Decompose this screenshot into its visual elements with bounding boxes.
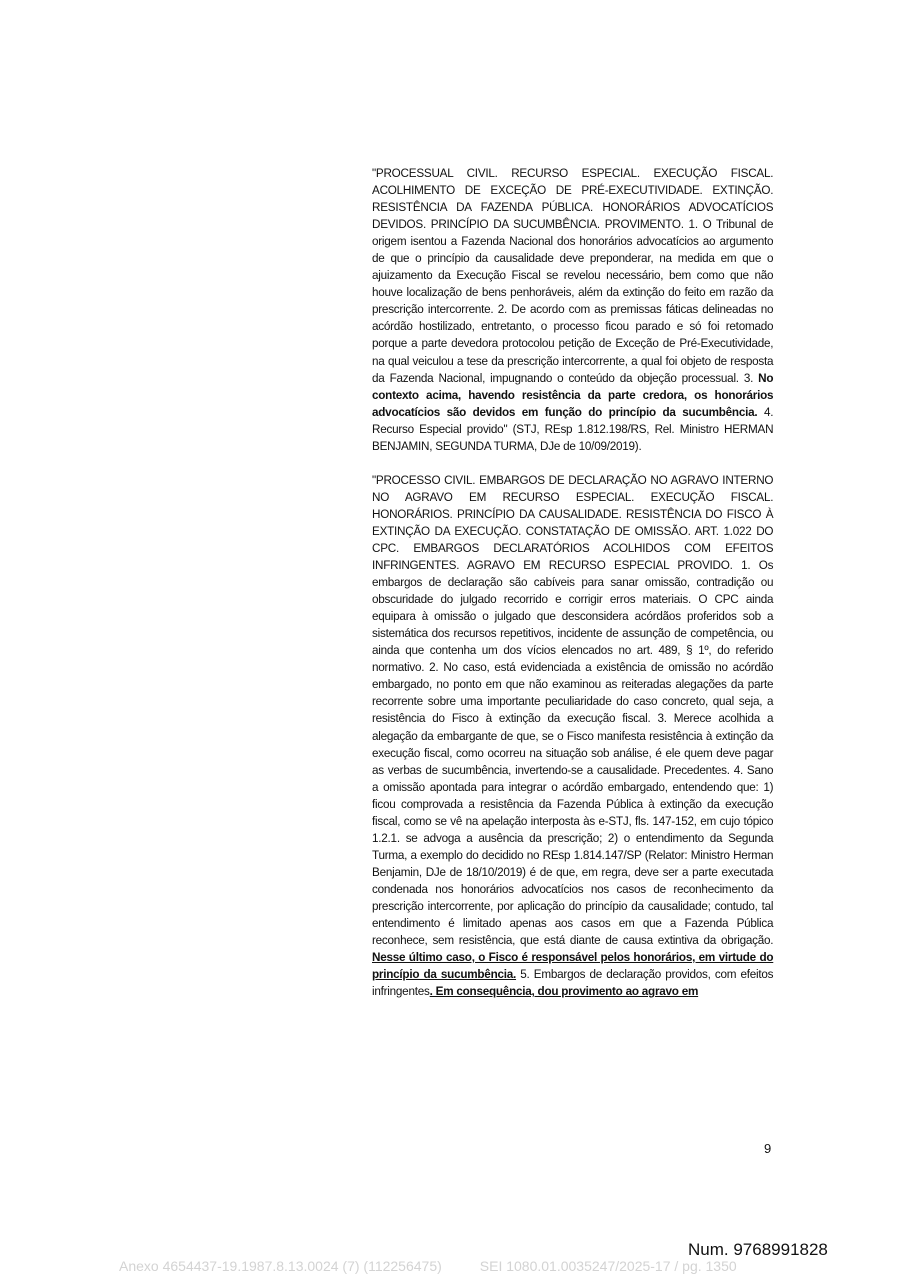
citation-2-emphasis-holding: Nesse último caso, o Fisco é responsável pelos honorários, em virtude do princípio da sucumbência.	[372, 950, 774, 982]
citation-1-text-a: "PROCESSUAL CIVIL. RECURSO ESPECIAL. EXECUÇÃO FISCAL. ACOLHIMENTO DE EXCEÇÃO DE PRÉ-EXECUTIVIDADE. EXTINÇÃO. RESISTÊNCIA DA FAZENDA PÚBLICA. HONORÁRIOS ADVOCATÍCIOS DEVIDOS. PRINCÍPIO DA SUCUMBÊNCIA. PROVIMENTO. 1. O Tribunal de origem isentou a Fazenda Nacional dos honorários advocatícios ao argumento de que o princípio da causalidade deve preponderar, na medida em que o ajuizamento da Execução Fiscal se revelou necessário, bem como que não houve localização de bens penhoráveis, além da extinção do feito em razão da prescrição intercorrente. 2. De acordo com as premissas fáticas delineadas no acórdão hostilizado, entretanto, o processo ficou parado e só foi retomado porque a parte devedora protocolou petição de Exceção de Pré-Executividade, na qual veiculou a tese da prescrição intercorrente, a qual foi objeto de resposta da Fazenda Nacional, impugnando o conteúdo da objeção processual. 3.	[372, 166, 774, 385]
footer-watermark	[119, 1258, 737, 1274]
citation-column	[372, 165, 773, 1000]
citation-1-bold-holding: No contexto acima, havendo resistência da parte credora, os honorários advocatícios são devidos em função do princípio da sucumbência.	[372, 370, 774, 419]
citation-paragraph-2	[372, 472, 773, 1000]
footer-sei-reference: SEI 1080.01.0035247/2025-17 / pg. 1350	[479, 1258, 737, 1274]
footer-annex-reference: Anexo 4654437-19.1987.8.13.0024 (7) (112256475)	[119, 1258, 442, 1274]
citation-2-emphasis-conclusion: . Em consequência, dou provimento ao agravo em	[429, 984, 699, 999]
citation-paragraph-1	[372, 165, 773, 455]
citation-1-text-b: 4. Recurso Especial provido" (STJ, REsp 1.812.198/RS, Rel. Ministro HERMAN BENJAMIN, SEGUNDA TURMA, DJe de 10/09/2019).	[372, 404, 774, 453]
document-number-stamp: Num. 9768991828	[688, 1240, 828, 1259]
page-number: 9	[764, 1141, 772, 1156]
citation-2-text-b: 5. Embargos de declaração providos, com efeitos infringentes	[372, 967, 774, 999]
citation-2-text-a: "PROCESSO CIVIL. EMBARGOS DE DECLARAÇÃO NO AGRAVO INTERNO NO AGRAVO EM RECURSO ESPECIAL. EXECUÇÃO FISCAL. HONORÁRIOS. PRINCÍPIO DA CAUSALIDADE. RESISTÊNCIA DO FISCO À EXTINÇÃO DA EXECUÇÃO. CONSTATAÇÃO DE OMISSÃO. ART. 1.022 DO CPC. EMBARGOS DECLARATÓRIOS ACOLHIDOS COM EFEITOS INFRINGENTES. AGRAVO EM RECURSO ESPECIAL PROVIDO. 1. Os embargos de declaração são cabíveis para sanar omissão, contradição ou obscuridade do julgado recorrido e corrigir erros materiais. O CPC ainda equipara à omissão o julgado que desconsidera acórdãos proferidos sob a sistemática dos recursos repetitivos, incidente de assunção de competência, ou ainda que contenha um dos vícios elencados no art. 489, § 1º, do referido normativo. 2. No caso, está evidenciada a existência de omissão no acórdão embargado, no ponto em que não examinou as reiteradas alegações da parte recorrente sobre uma importante peculiaridade do caso concreto, qual seja, a resistência do Fisco à extinção da execução fiscal. 3. Merece acolhida a alegação da embargante de que, se o Fisco manifesta resistência à extinção da execução fiscal, como ocorreu na situação sob análise, é ele quem deve pagar as verbas de sucumbência, invertendo-se a causalidade. Precedentes. 4. Sano a omissão apontada para integrar o acórdão embargado, entendendo que: 1) ficou comprovada a resistência da Fazenda Pública à extinção da execução fiscal, como se vê na apelação interposta às e-STJ, fls. 147-152, em cujo tópico 1.2.1. se advoga a ausência da prescrição; 2) o entendimento da Segunda Turma, a exemplo do decidido no REsp 1.814.147/SP (Relator: Ministro Herman Benjamin, DJe de 18/10/2019) é de que, em regra, deve ser a parte executada condenada nos honorários advocatícios nos casos de reconhecimento da prescrição intercorrente, por aplicação do princípio da causalidade; contudo, tal entendimento é limitado apenas aos casos em que a Fazenda Pública reconhece, sem resistência, que está diante de causa extintiva da obrigação.	[372, 472, 774, 948]
